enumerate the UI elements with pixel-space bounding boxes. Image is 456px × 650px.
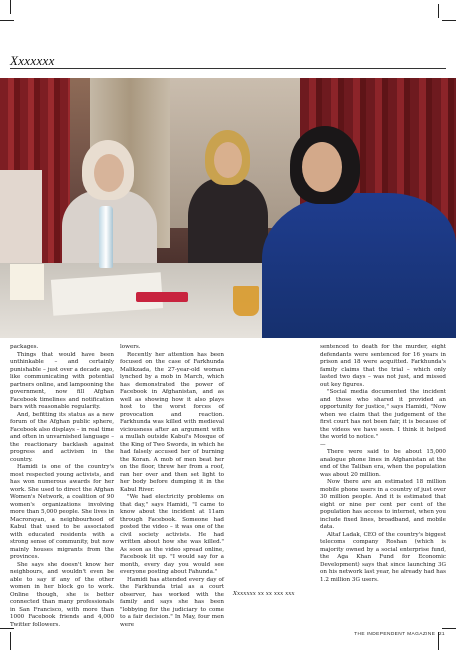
article-column-1 — [10, 344, 114, 629]
paragraph: Hamidi is one of the country's most respected young activists, and has won numerous awards for her work. She used to direct the Afghan Women's Network, a coalition of 90 women's organizations involving more than 5,000 people. She lives in Macrorayan, a neighbourhood of Kabul that used to be associated with educated residents with a strong sense of community, but now mainly houses migrants from the provinces. — [10, 464, 114, 560]
page-number: 21 — [438, 632, 445, 637]
photo-woman-middle-body — [188, 178, 268, 273]
photo-woman-right-body — [262, 193, 456, 338]
photo-napkin — [10, 264, 44, 300]
section-divider: — — [320, 441, 326, 448]
section-label: Xxxxxxx — [10, 53, 55, 68]
photo-woman-right-face — [302, 142, 342, 192]
header-rule — [10, 68, 446, 69]
paragraph: lowers. — [120, 344, 141, 350]
paragraph: And, befitting its status as a new forum of the Afghan public sphere, Facebook also displays – in real time and often in unvarnished language – the reactionary backlash against progress and activism in the country. — [10, 411, 114, 463]
paragraph: sentenced to death for the murder, eight defendants were sentenced for 16 years in prison and 18 were acquitted. Farkhunda's family claims that the trial – which only lasted two days – was not just, and missed out key figures. — [320, 344, 446, 388]
photo-phone — [136, 292, 188, 302]
paragraph: Altaf Ladak, CEO of the country's biggest telecoms company Roshan (which is majority owned by a social enterprise fund, the Aga Khan Fund for Economic Development) says that since launching 3G on his network last year, he already had has 1.2 million 3G users. — [320, 531, 446, 583]
page-folio — [354, 632, 445, 637]
photo-tea-glass — [233, 286, 259, 316]
photo-woman-middle-face — [214, 142, 242, 178]
paragraph: Things that would have been unthinkable – and certainly punishable – just over a decade ago, like communicating with potential partners online, and lampooning the government, now fill Afghan Facebook timelines and notification bars with reasonable regularity. — [10, 351, 114, 410]
paragraph: Hamidi has attended every day of the Farkhunda trial as a court observer, has worked with the family and says she has been "lobbying for the judiciary to come to a fair decision." In May, four men were — [120, 576, 224, 628]
crop-mark-bottom-left-v — [10, 632, 11, 650]
crop-mark-bottom-right-h — [442, 628, 456, 629]
feature-photo — [0, 78, 456, 338]
article-column-2 — [120, 344, 224, 629]
paragraph: "Social media documented the incident and those who shared it provided an opportunity for justice," says Hamidi, "Now when we claim that the judgement of the first court has not been fair, it is because of the videos we have seen. I think it helped the world to notice." — [320, 389, 446, 440]
paragraph: She says she doesn't know her neighbours, and wouldn't even be able to say if any of the other women in her block go to work. Online though, she is better connected than many professionals in San Francisco, with more than 1000 Facebook friends and 4,000 Twitter followers. — [10, 561, 114, 628]
paragraph: packages. — [10, 344, 39, 350]
crop-mark-top-right-h — [442, 20, 456, 21]
crop-mark-top-left-h — [0, 20, 14, 21]
photo-person-edge — [0, 170, 42, 270]
crop-mark-top-right-v — [438, 4, 439, 18]
photo-caption: Xxxxxxx xx xx xxx xxx — [233, 591, 295, 597]
article-column-3 — [320, 344, 446, 584]
photo-woman-left-face — [94, 154, 124, 192]
paragraph: "We had electricity problems on that day," says Hamidi, "I came to know about the incident at 11am through Facebook. Someone had posted the video – it was one of the civil society activists. He had written about how she was killed." As soon as the video spread online, Facebook lit up. "I would say for a month, every day you would see everyone posting about Fahunda." — [120, 494, 224, 575]
paragraph: Now there are an estimated 18 million mobile phone users in a country of just over 30 million people. And it is estimated that eight or nine per cent per cent of the population has access to internet, when you include fixed lines, broadband, and mobile data. — [320, 479, 446, 530]
crop-mark-top-left-v — [10, 0, 11, 14]
photo-water-bottle — [99, 206, 113, 268]
paragraph: There were said to be about 15,000 analogue phone lines in Afghanistan at the end of the Taliban era, when the population was about 20 million. — [320, 449, 446, 478]
magazine-name: THE INDEPENDENT MAGAZINE — [354, 632, 436, 637]
paragraph: Recently her attention has been focused on the case of Farkhunda Malikzada, the 27-year-old woman lynched by a mob in March, which has demonstrated the power of Facebook in Afghanistan, and as well as showing how it also plays host to the worst forces of provocation and reaction. Farkhunda was killed with medieval viciousness after an argument with a mullah outside Kabul's Mosque of the King of Two Swords, in which he had falsely accused her of burning the Koran. A mob of men beat her on the floor, threw her from a roof, ran her over and then set light to her body before dumping it in the Kabul River. — [120, 351, 224, 493]
